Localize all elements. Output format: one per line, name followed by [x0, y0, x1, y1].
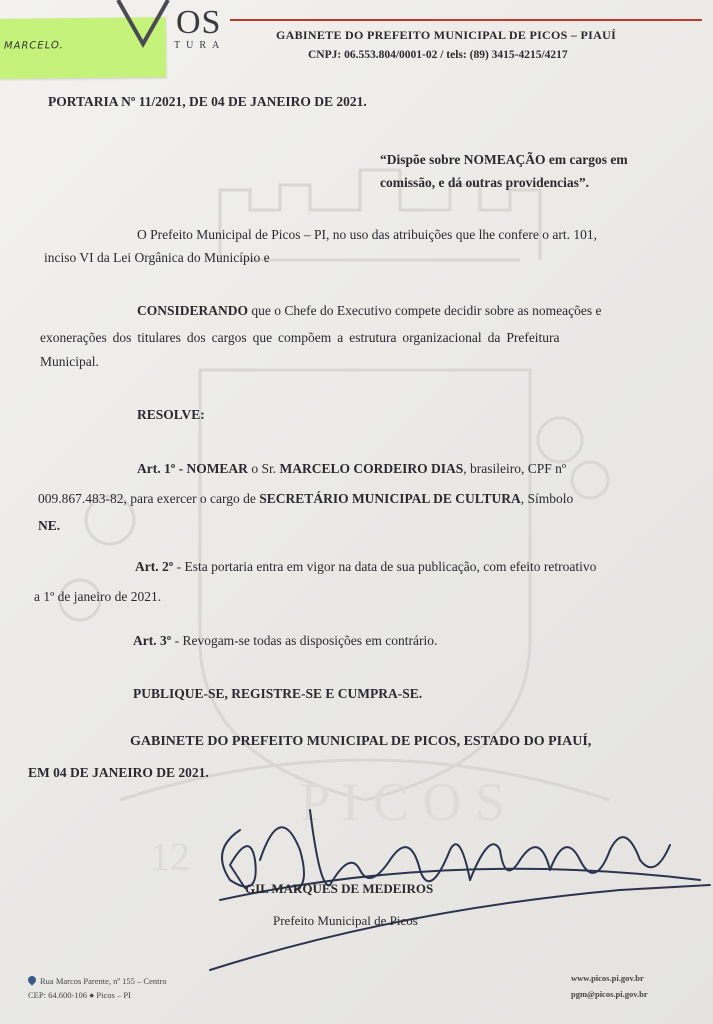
considerando-line-3: Municipal. — [40, 354, 99, 369]
considerando-line-1: CONSIDERANDO que o Chefe do Executivo compete decidir sobre as nomeações e — [137, 303, 602, 318]
header-title: GABINETE DO PREFEITO MUNICIPAL DE PICOS – PIAUÍ — [276, 28, 617, 42]
header-rule — [230, 19, 702, 21]
art3-line: Art. 3º - Revogam-se todas as disposições em contrário. — [133, 633, 438, 648]
art1-line-2: 009.867.483-82, para exercer o cargo de SECRETÁRIO MUNICIPAL DE CULTURA, Símbolo — [38, 491, 574, 506]
signatory-role: Prefeito Municipal de Picos — [273, 913, 418, 928]
footer-address-line-1: Rua Marcos Parente, nº 155 – Centro — [40, 976, 167, 986]
footer-address-line-2: CEP: 64.600-106 ● Picos – PI — [28, 990, 131, 1000]
svg-text:12: 12 — [150, 834, 190, 879]
footer-contacts — [571, 970, 648, 1002]
art1-line-1: Art. 1º - NOMEAR o Sr. MARCELO CORDEIRO DIAS, brasileiro, CPF nº — [137, 461, 567, 476]
logo-mark — [108, 0, 178, 52]
considerando-line-2: exonerações dos titulares dos cargos que compõem a estrutura organizacional da Prefeitura — [40, 330, 560, 345]
footer-address — [28, 974, 167, 1002]
ementa-line-1: “Dispõe sobre NOMEAÇÃO em cargos em — [380, 152, 628, 167]
logo-text: OS — [176, 4, 222, 41]
ementa-line-2: comissão, e dá outras providencias”. — [380, 175, 590, 190]
signatory-name: GIL MARQUES DE MEDEIROS — [245, 881, 434, 896]
header-cnpj: CNPJ: 06.553.804/0001-02 / tels: (89) 3415-4215/4217 — [308, 49, 568, 61]
preamble-line-1: O Prefeito Municipal de Picos – PI, no uso das atribuições que lhe confere o art. 101, — [137, 227, 598, 242]
art2-line-1: Art. 2º - Esta portaria entra em vigor na data de sua publicação, com efeito retroativo — [135, 559, 597, 574]
logo-subtext: TURA — [174, 40, 226, 51]
art2-line-2: a 1º de janeiro de 2021. — [34, 589, 162, 604]
footer-email: pgm@picos.pi.gov.br — [571, 989, 648, 999]
svg-text:P I C O S: P I C O S — [300, 772, 506, 832]
resolve-heading: RESOLVE: — [137, 407, 205, 422]
sticky-note-text: MARCELO. — [3, 40, 64, 52]
footer-website: www.picos.pi.gov.br — [571, 973, 644, 983]
art1-line-3: NE. — [38, 518, 61, 533]
gabinete-close-line-2: EM 04 DE JANEIRO DE 2021. — [28, 765, 209, 780]
portaria-title: PORTARIA Nº 11/2021, DE 04 DE JANEIRO DE 2021. — [48, 94, 367, 109]
preamble-line-2: inciso VI da Lei Orgânica do Município e — [44, 250, 270, 265]
gabinete-close-line-1: GABINETE DO PREFEITO MUNICIPAL DE PICOS, ESTADO DO PIAUÍ, — [130, 734, 592, 749]
location-pin-icon — [26, 974, 37, 985]
publique-line: PUBLIQUE-SE, REGISTRE-SE E CUMPRA-SE. — [133, 686, 423, 701]
